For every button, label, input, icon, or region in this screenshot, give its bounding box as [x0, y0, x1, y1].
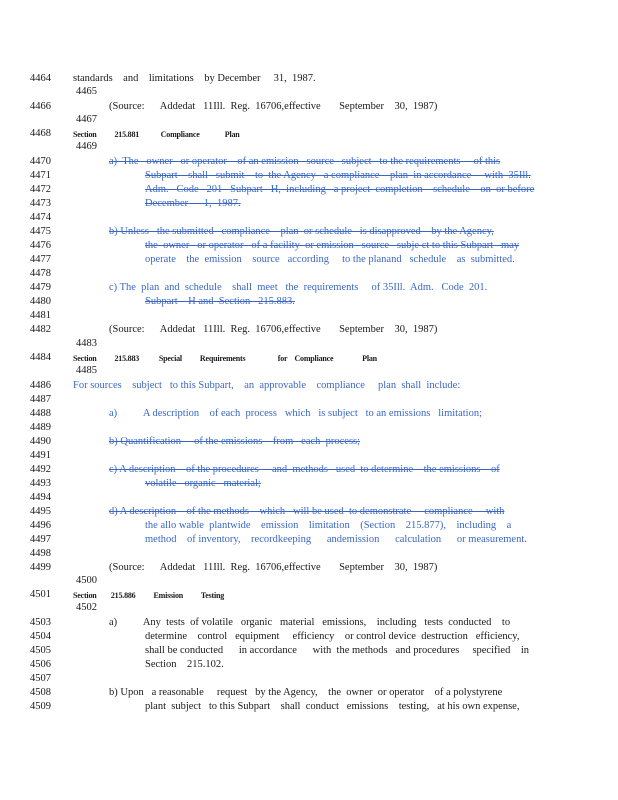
- line-number: 4478: [30, 268, 51, 279]
- struck-text: December 1, 1987.: [145, 198, 241, 209]
- body-text: Section 215.102.: [145, 659, 224, 670]
- section-heading: Section 215.886 Emission Testing: [73, 591, 225, 600]
- struck-text: a) The owner or operator of an emission source subject to the requirements of this: [109, 156, 501, 167]
- struck-text: the owner or operator of a facility or emission source subje ct to this Subpart may: [145, 240, 520, 251]
- inserted-text: the allo wable plantwide emission limitation (Section 215.877), including a: [145, 520, 512, 531]
- line-number: 4465: [76, 86, 97, 97]
- body-text: determine control equipment efficiency or control device destruction efficiency,: [145, 631, 520, 642]
- line-number: 4471: [30, 170, 51, 181]
- line-number: 4469: [76, 141, 97, 152]
- line-number: 4502: [76, 602, 97, 613]
- source-note: (Source: Addedat 11Ill. Reg. 16706,effective September 30, 1987): [109, 101, 438, 112]
- body-text: a) Any tests of volatile organic material emissions, including tests conducted to: [109, 617, 511, 628]
- inserted-text: method of inventory, recordkeeping andemission calculation or measurement.: [145, 534, 527, 545]
- line-number: 4493: [30, 478, 51, 489]
- inserted-text: a) A description of each process which is subject to an emissions limitation;: [109, 408, 482, 419]
- line-number: 4509: [30, 701, 51, 712]
- section-heading: Section 215.881 Compliance Plan: [73, 130, 240, 139]
- line-number: 4480: [30, 296, 51, 307]
- line-number: 4507: [30, 673, 51, 684]
- line-number: 4491: [30, 450, 51, 461]
- line-number: 4473: [30, 198, 51, 209]
- line-number: 4476: [30, 240, 51, 251]
- line-number: 4485: [76, 365, 97, 376]
- line-number: 4498: [30, 548, 51, 559]
- line-number: 4496: [30, 520, 51, 531]
- struck-text: Adm. Code 201 Subpart H, including a project completion schedule on or before: [145, 184, 535, 195]
- line-number: 4464: [30, 73, 51, 84]
- inserted-text: For sources subject to this Subpart, an approvable compliance plan shall include:: [73, 380, 461, 391]
- struck-text: b) Quantification of the emissions from each process;: [109, 436, 361, 447]
- body-text: shall be conducted in accordance with the methods and procedures specified in: [145, 645, 530, 656]
- line-number: 4474: [30, 212, 51, 223]
- source-note: (Source: Addedat 11Ill. Reg. 16706,effective September 30, 1987): [109, 324, 438, 335]
- line-number: 4472: [30, 184, 51, 195]
- line-number: 4495: [30, 506, 51, 517]
- line-number: 4501: [30, 589, 51, 600]
- line-number: 4504: [30, 631, 51, 642]
- line-number: 4481: [30, 310, 51, 321]
- line-number: 4508: [30, 687, 51, 698]
- line-number: 4477: [30, 254, 51, 265]
- line-number: 4489: [30, 422, 51, 433]
- line-number: 4500: [76, 575, 97, 586]
- body-text: plant subject to this Subpart shall conduct emissions testing, at his own expense,: [145, 701, 520, 712]
- source-note: (Source: Addedat 11Ill. Reg. 16706,effective September 30, 1987): [109, 562, 438, 573]
- line-number: 4486: [30, 380, 51, 391]
- line-number: 4470: [30, 156, 51, 167]
- struck-text: d) A description of the methods which will be used to demonstrate compliance with: [109, 506, 505, 517]
- line-number: 4467: [76, 114, 97, 125]
- line-number: 4490: [30, 436, 51, 447]
- inserted-text: c) The plan and schedule shall meet the requirements of 35Ill. Adm. Code 201.: [109, 282, 488, 293]
- line-number: 4497: [30, 534, 51, 545]
- line-number: 4479: [30, 282, 51, 293]
- line-number: 4506: [30, 659, 51, 670]
- line-number: 4468: [30, 128, 51, 139]
- line-number: 4499: [30, 562, 51, 573]
- line-number: 4494: [30, 492, 51, 503]
- line-number: 4475: [30, 226, 51, 237]
- line-number: 4492: [30, 464, 51, 475]
- line-number: 4484: [30, 352, 51, 363]
- inserted-text: operate the emission source according to the planand schedule as submitted.: [145, 254, 515, 265]
- line-number: 4487: [30, 394, 51, 405]
- struck-text: Subpart shall submit to the Agency a compliance plan in accordance with 35Ill.: [145, 170, 531, 181]
- line-number: 4505: [30, 645, 51, 656]
- line-number: 4482: [30, 324, 51, 335]
- line-number: 4466: [30, 101, 51, 112]
- body-text: standards and limitations by December 31, 1987.: [73, 73, 316, 84]
- line-number: 4483: [76, 338, 97, 349]
- struck-text: c) A description of the procedures and methods used to determine the emissions of: [109, 464, 500, 475]
- body-text: b) Upon a reasonable request by the Agency, the owner or operator of a polystyrene: [109, 687, 503, 698]
- struck-text: volatile organic material;: [145, 478, 261, 489]
- line-number: 4488: [30, 408, 51, 419]
- struck-text: b) Unless the submitted compliance plan or schedule is disapproved by the Agency,: [109, 226, 494, 237]
- struck-text: Subpart H and Section 215.883.: [145, 296, 295, 307]
- section-heading: Section 215.883 Special Requirements for Compliance Plan: [73, 354, 377, 363]
- line-number: 4503: [30, 617, 51, 628]
